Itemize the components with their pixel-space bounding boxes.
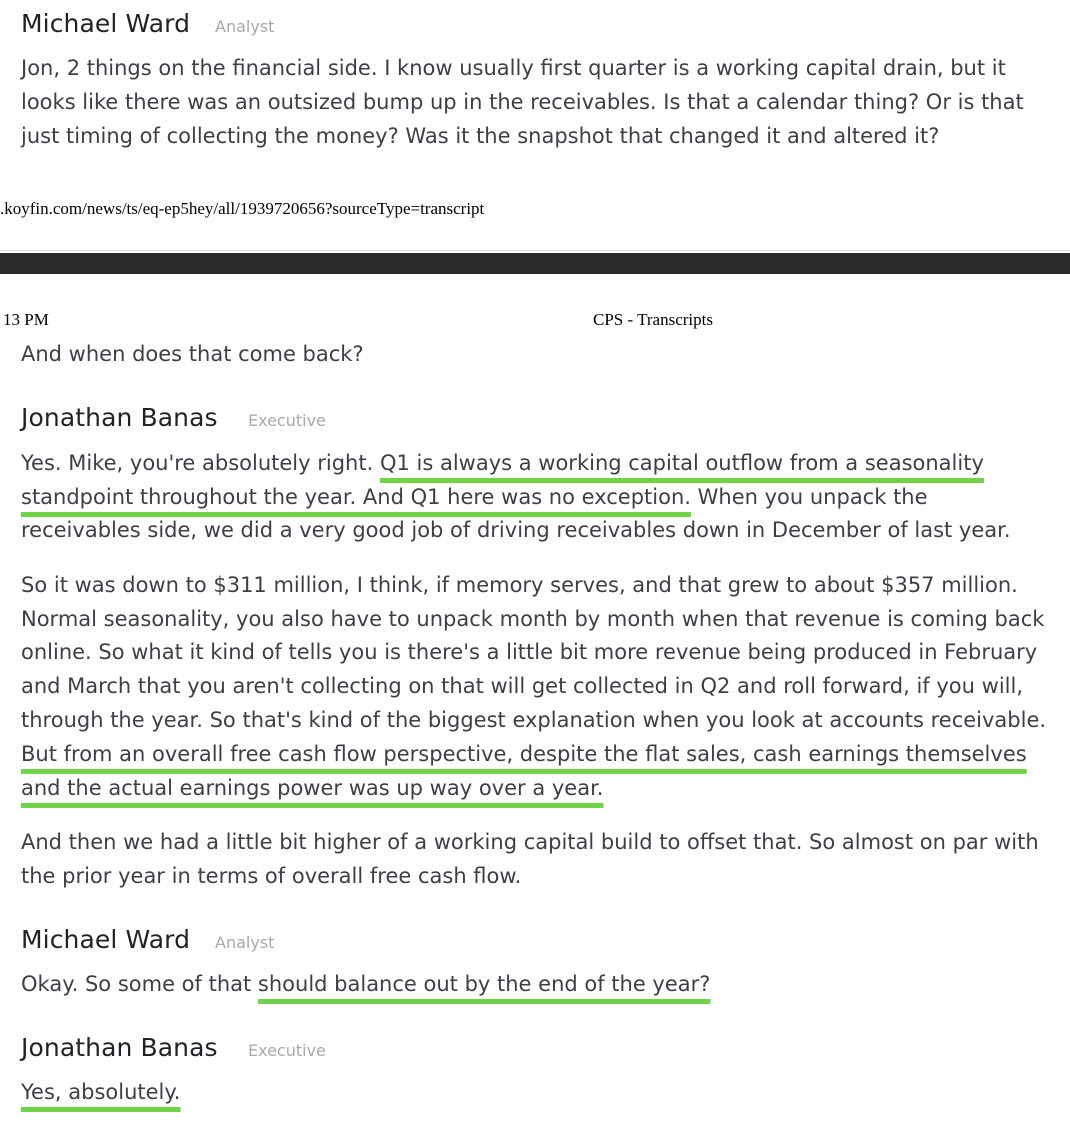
speaker-name: Jonathan Banas	[21, 1033, 218, 1062]
transcript-line	[21, 451, 984, 475]
highlighted-text: Q1 is always a working capital outflow from a seasonality	[379, 451, 984, 475]
speaker-name: Michael Ward	[21, 9, 191, 38]
transcript-line: looks like there was an outsized bump up in the receivables. Is that a calendar thing? Or is that	[21, 90, 1024, 114]
transcript-line	[21, 776, 603, 800]
speaker-role: Analyst	[215, 17, 275, 36]
transcript-line: and March that you aren't collecting on that will get collected in Q2 and roll forward, if you will,	[21, 674, 1023, 698]
text-segment: Okay. So some of that	[21, 972, 258, 996]
transcript-line: through the year. So that's kind of the biggest explanation when you look at accounts receivable.	[21, 708, 1047, 732]
transcript-line: Normal seasonality, you also have to unpack month by month when that revenue is coming back	[21, 607, 1045, 631]
page-divider	[0, 250, 1070, 251]
transcript-line	[21, 742, 1027, 766]
transcript-line: Jon, 2 things on the financial side. I know usually first quarter is a working capital drain, but it	[21, 56, 1006, 80]
page-break-bar	[0, 253, 1070, 274]
highlighted-text: should balance out by the end of the year?	[257, 972, 711, 996]
highlighted-text: and the actual earnings power was up way over a year.	[21, 776, 604, 800]
highlighted-text: standpoint throughout the year. And Q1 here was no exception.	[21, 485, 691, 509]
transcript-line: And when does that come back?	[21, 342, 364, 366]
speaker-name: Jonathan Banas	[21, 403, 218, 432]
print-footer-url: .koyfin.com/news/ts/eq-ep5hey/all/1939720656?sourceType=transcript	[0, 199, 485, 218]
transcript-line	[21, 485, 928, 509]
transcript-line: And then we had a little bit higher of a working capital build to offset that. So almost on par with	[21, 830, 1039, 854]
speaker-role: Analyst	[215, 933, 275, 952]
transcript-line: So it was down to $311 million, I think, if memory serves, and that grew to about $357 million.	[21, 573, 1018, 597]
highlighted-text: Yes, absolutely.	[21, 1080, 181, 1104]
transcript-line: just timing of collecting the money? Was it the snapshot that changed it and altered it?	[21, 124, 940, 148]
text-segment: Yes. Mike, you're absolutely right.	[21, 451, 380, 475]
transcript-line: the prior year in terms of overall free cash flow.	[21, 864, 522, 888]
speaker-name: Michael Ward	[21, 925, 191, 954]
speaker-role: Executive	[248, 411, 326, 430]
print-header-title: CPS - Transcripts	[593, 310, 713, 329]
transcript-line: receivables side, we did a very good job of driving receivables down in December of last year.	[21, 518, 1011, 542]
transcript-line	[21, 972, 710, 996]
highlighted-text: But from an overall free cash flow perspective, despite the flat sales, cash earnings themselves	[21, 742, 1027, 766]
transcript-line: online. So what it kind of tells you is there's a little bit more revenue being produced in February	[21, 640, 1038, 664]
speaker-role: Executive	[248, 1041, 326, 1060]
text-segment: When you unpack the	[690, 485, 928, 509]
transcript-line	[21, 1080, 180, 1104]
print-header-time: 13 PM	[3, 310, 49, 329]
